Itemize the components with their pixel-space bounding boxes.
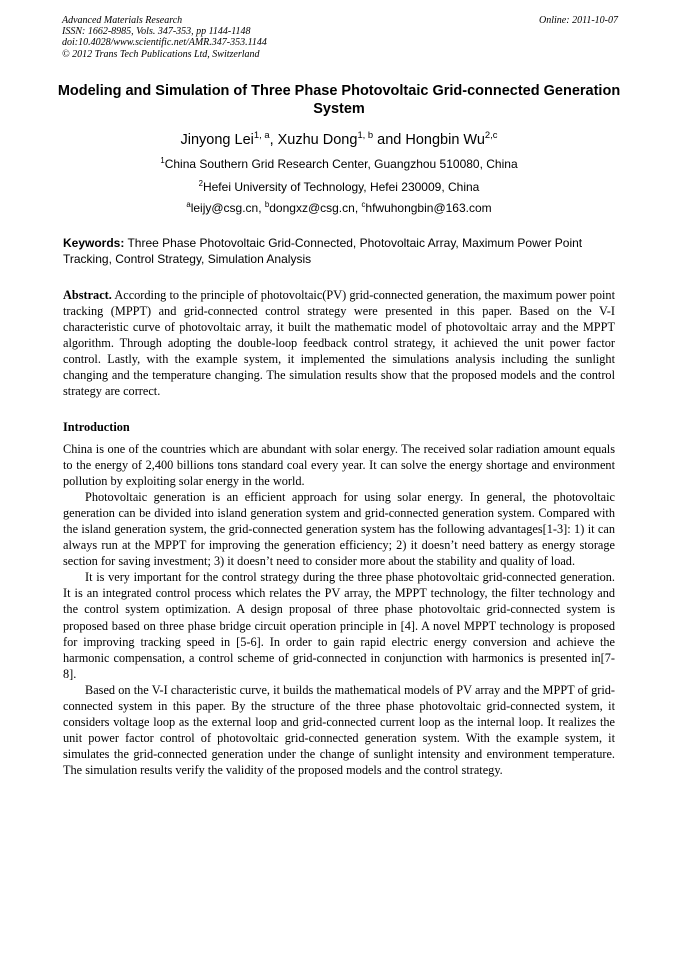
email-address[interactable]: hfwuhongbin@163.com <box>365 201 492 215</box>
paragraph: Photovoltaic generation is an efficient approach for using solar energy. In general, the photovoltaic generation can be divided into island generation system and grid-connected generation system. Compared with the island generation system, the grid-connected generation system has the following advantages[1-3]: 1) it can always run at the MPPT for improving the generation efficiency; 2) it doesn’t need battery as energy storage section for saving investment; 3) it doesn’t need to consider more about the stability and quality of load. <box>63 490 615 569</box>
abstract-text: According to the principle of photovoltaic(PV) grid-connected generation, the maximum power point tracking (MPPT) and grid-connected control strategy were presented in this paper. Based on the V-I characteristic curve of photovoltaic array, it built the mathematic model of photovoltaic array and the MPPT algorithm. Through adopting the double-loop feedback control strategy, it achieved the unit power factor control. Lastly, with the example system, it implemented the simulations analysis including the sunlight changing and the temperature changing. The simulation results show that the proposed models and the control strategy are correct. <box>63 288 615 399</box>
author-superscript: 1, b <box>357 129 374 141</box>
doi-line: doi:10.4028/www.scientific.net/AMR.347-353.1144 <box>62 37 267 49</box>
author-emails <box>40 201 638 216</box>
section-heading-introduction: Introduction <box>63 420 130 434</box>
journal-header <box>62 15 618 60</box>
affiliation-text: Hefei University of Technology, Hefei 230009, China <box>202 180 480 194</box>
abstract-section <box>63 287 615 399</box>
author-superscript: 2,c <box>484 129 498 141</box>
author-separator: and <box>373 132 406 148</box>
paragraph: Based on the V-I characteristic curve, it builds the mathematical models of PV array and the MPPT of grid-connected system in this paper. By the structure of the three phase photovoltaic grid-connected system, it considers voltage loop as the external loop and grid-connected current loop as the internal loop. It realizes the unit power factor control of photovoltaic grid-connected generation system. With the example system, it simulates the grid-connected generation under the change of sunlight intensity and environment temperature. The simulation results verify the validity of the proposed models and the control strategy. <box>63 682 615 777</box>
online-date: Online: 2011-10-07 <box>539 15 618 26</box>
author-name: Jinyong Lei <box>180 132 254 148</box>
email-superscript: c <box>361 200 366 209</box>
email-address[interactable]: dongxz@csg.cn <box>269 201 355 215</box>
paragraph: China is one of the countries which are abundant with solar energy. The received solar radiation amount equals to the energy of 2,400 billions tons standard coal every year. It can solve the energy shortage and environment pollution by exploiting solar energy in the world. <box>63 442 615 489</box>
author-list <box>40 131 638 149</box>
author-name: Hongbin Wu <box>405 132 485 148</box>
affiliation-text: China Southern Grid Research Center, Guangzhou 510080, China <box>164 157 518 171</box>
affiliation-superscript: 1 <box>160 156 165 165</box>
affiliation-1 <box>40 157 638 172</box>
keywords-section <box>63 235 615 267</box>
author-superscript: 1, a <box>253 129 270 141</box>
journal-name: Advanced Materials Research <box>62 15 183 26</box>
author-separator: , <box>269 132 278 148</box>
paper-title: Modeling and Simulation of Three Phase Photovoltaic Grid-connected Generation System <box>57 83 621 117</box>
email-superscript: a <box>186 200 191 209</box>
keywords-label: Keywords: <box>63 236 125 250</box>
issn-line: ISSN: 1662-8985, Vols. 347-353, pp 1144-1148 <box>62 26 251 38</box>
introduction-body <box>63 441 615 778</box>
email-separator: , <box>258 201 265 215</box>
abstract-label: Abstract. <box>63 288 112 302</box>
affiliation-superscript: 2 <box>198 179 203 188</box>
keywords-text: Three Phase Photovoltaic Grid-Connected, Photovoltaic Array, Maximum Power Point Tracking, Control Strategy, Simulation Analysis <box>63 236 583 266</box>
author-name: Xuzhu Dong <box>277 132 358 148</box>
copyright-line: © 2012 Trans Tech Publications Ltd, Switzerland <box>62 48 260 60</box>
email-superscript: b <box>264 200 270 209</box>
email-separator: , <box>354 201 362 215</box>
email-address[interactable]: leijy@csg.cn <box>190 201 259 215</box>
affiliation-2 <box>40 180 638 195</box>
paragraph: It is very important for the control strategy during the three phase photovoltaic grid-connected generation. It is an integrated control process which relates the PV array, the MPPT technology, the filter technology and the control system optimization. A design proposal of three phase photovoltaic grid-connected system is proposed based on three phase bridge circuit operation principle in [4]. A novel MPPT technology is proposed for improving tracking speed in [5-6]. In order to gain rapid electric energy conversion and achieve the harmonic compensation, a control scheme of grid-connected in conjunction with harmonics is presented in[7-8]. <box>63 570 615 681</box>
